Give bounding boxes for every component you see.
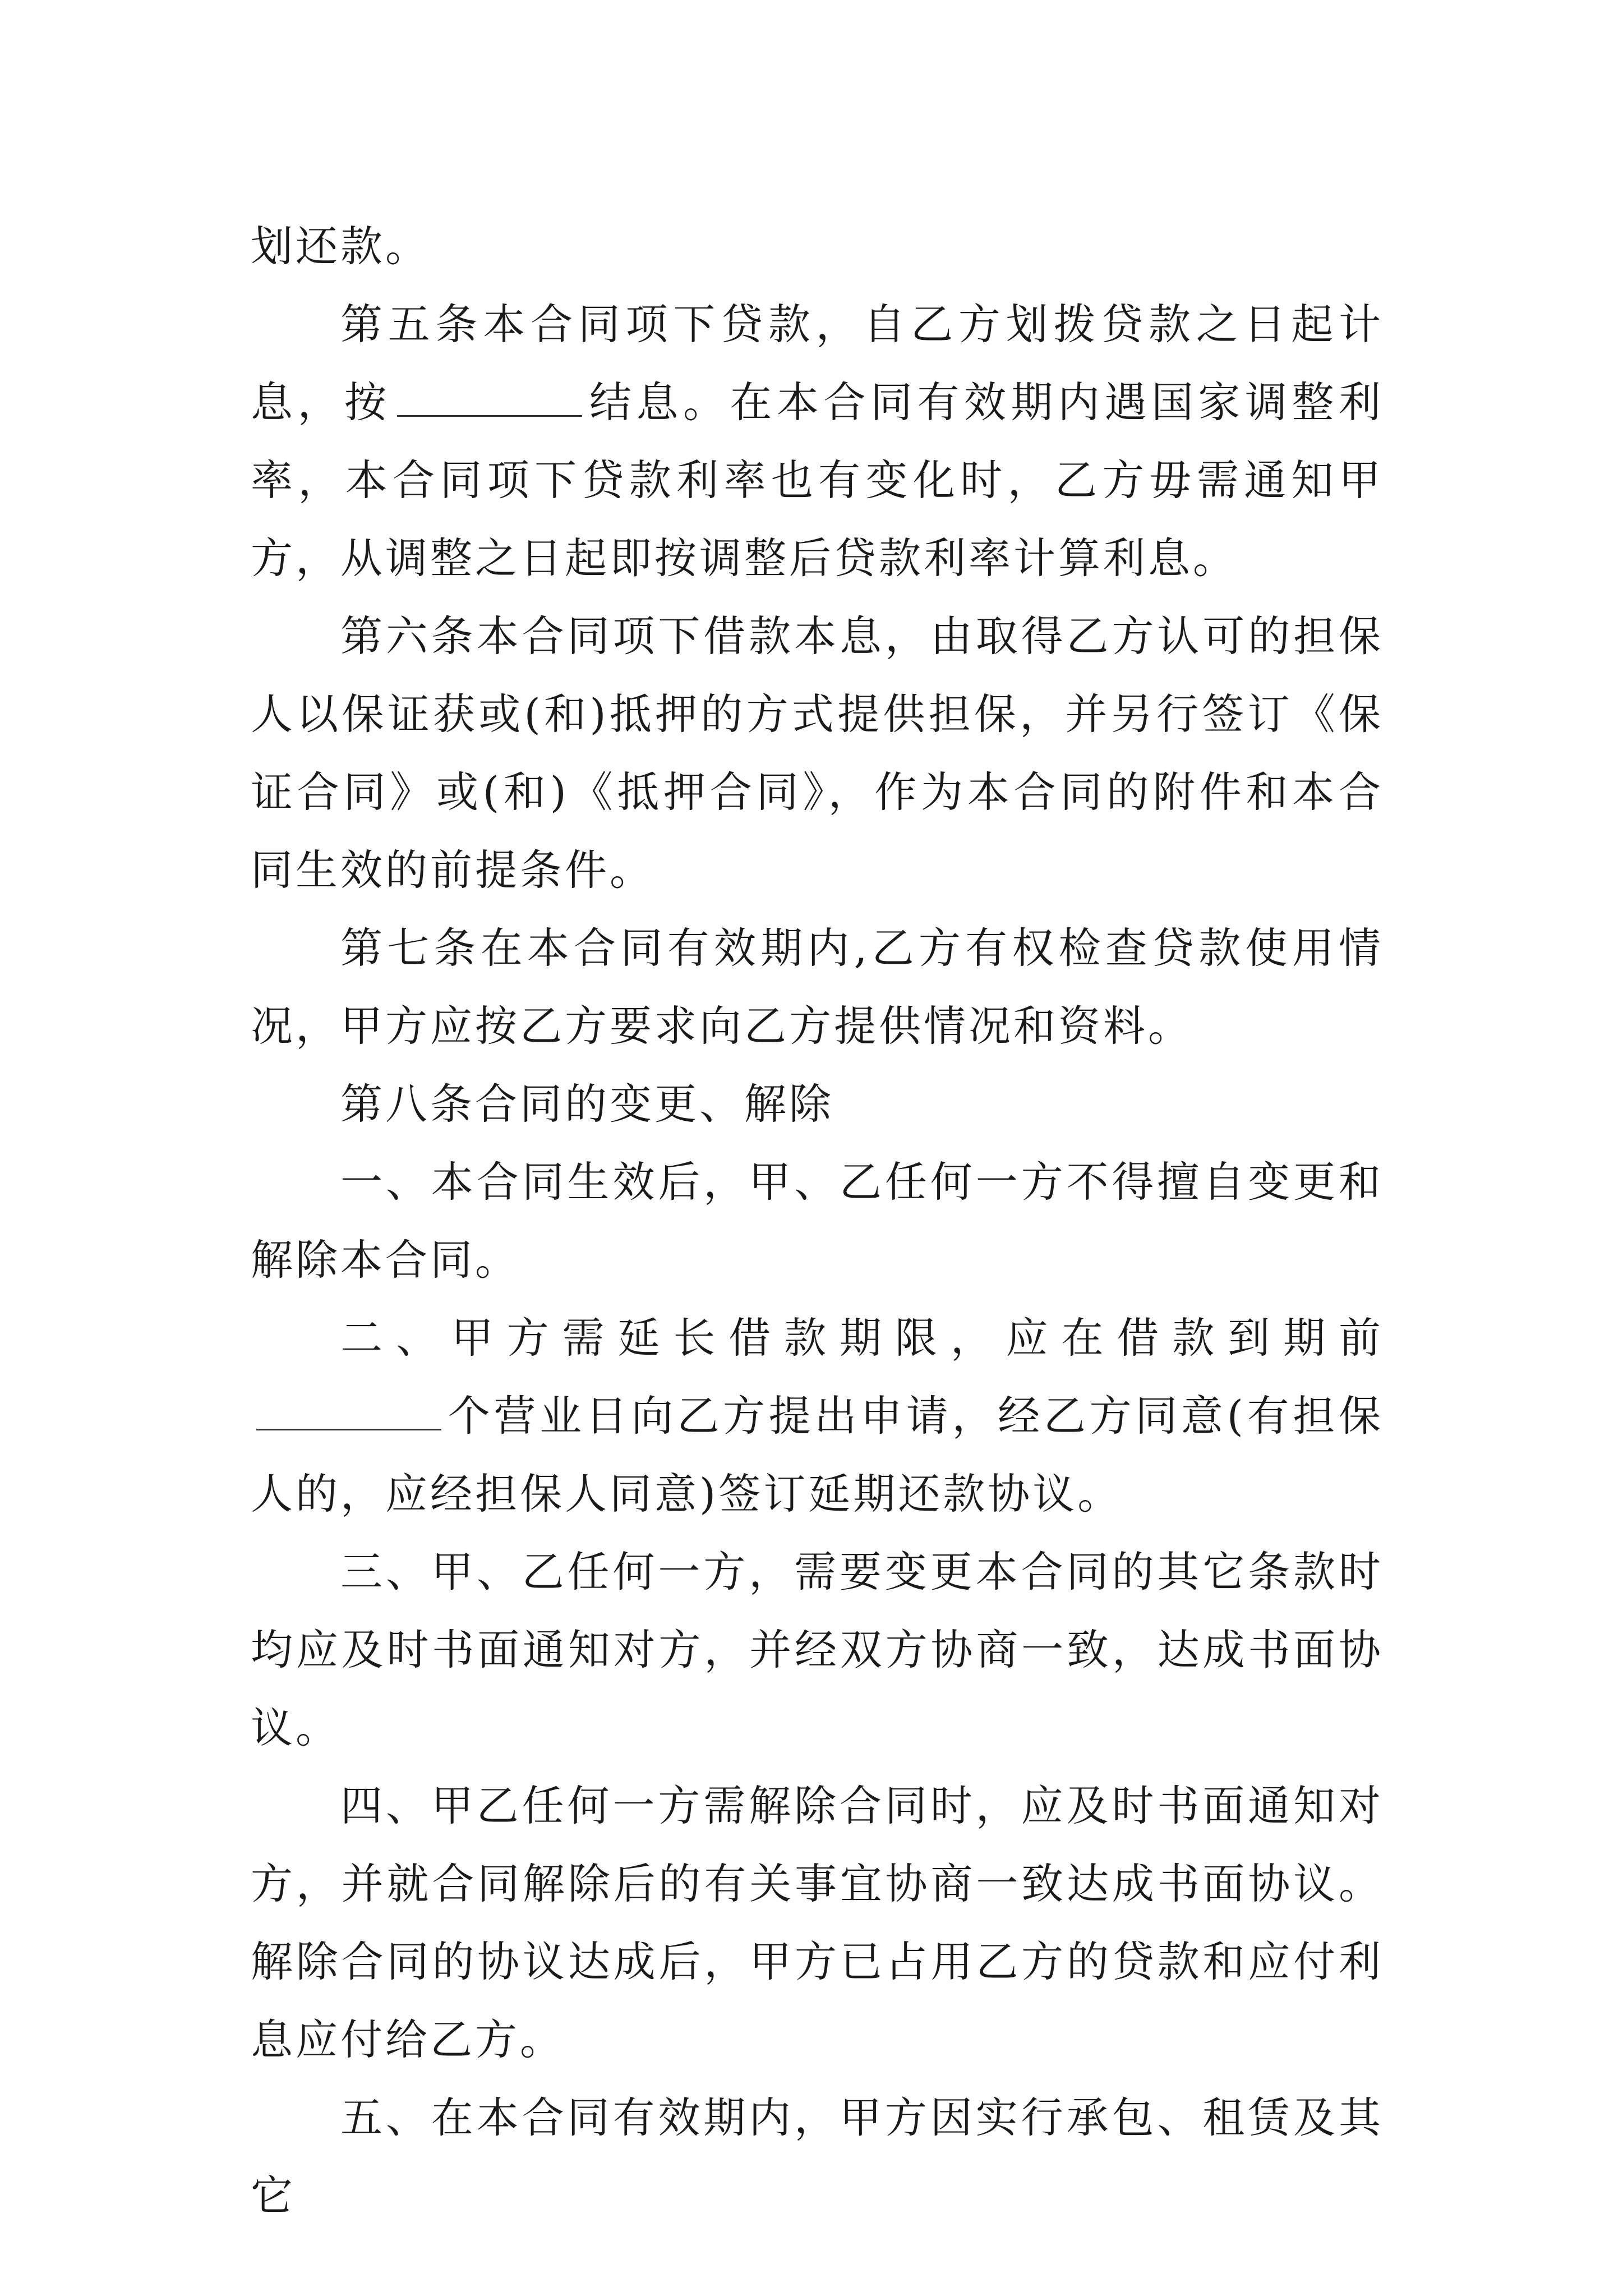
fill-in-blank <box>397 381 582 417</box>
paragraph-text: 一、本合同生效后，甲、乙任何一方不得擅自变更和解除本合同。 <box>251 1157 1384 1285</box>
paragraph-p2 <box>251 597 1384 909</box>
paragraph-p1 <box>251 286 1384 597</box>
paragraph-text: 第六条本合同项下借款本息，由取得乙方认可的担保人以保证获或(和)抵押的方式提供担保，并另行签订《保证合同》或(和)《抵押合同》，作为本合同的附件和本合同生效的前提条件。 <box>251 611 1384 895</box>
paragraph-p9 <box>251 2079 1384 2235</box>
paragraph-text: 四、甲乙任何一方需解除合同时，应及时书面通知对方，并就合同解除后的有关事宜协商一致达成书面协议。解除合同的协议达成后，甲方已占用乙方的贷款和应付利息应付给乙方。 <box>251 1781 1384 2064</box>
paragraph-p5 <box>251 1143 1384 1299</box>
paragraph-text: 划还款。 <box>251 222 431 271</box>
paragraph-p4 <box>251 1065 1384 1143</box>
paragraph-text: 第七条在本合同有效期内,乙方有权检查贷款使用情况，甲方应按乙方要求向乙方提供情况和资料。 <box>251 923 1384 1051</box>
paragraph-p7 <box>251 1533 1384 1767</box>
paragraph-p3 <box>251 909 1384 1065</box>
paragraph-text: 三、甲、乙任何一方，需要变更本合同的其它条款时均应及时书面通知对方，并经双方协商一致，达成书面协议。 <box>251 1547 1384 1752</box>
paragraph-p0 <box>251 208 1384 286</box>
paragraph-text: 结息。在本合同有效期内遇国家调整利率，本合同项下贷款利率也有变化时，乙方毋需通知甲方，从调整之日起即按调整后贷款利率计算利息。 <box>251 378 1384 583</box>
paragraph-text: 第八条合同的变更、解除 <box>340 1079 834 1129</box>
paragraph-text: 第五条本合同项下贷款，自乙方划拨贷款之日起计息，按 <box>251 300 1384 427</box>
paragraph-text: 五、在本合同有效期内，甲方因实行承包、租赁及其它 <box>251 2093 1384 2220</box>
fill-in-blank <box>256 1395 441 1430</box>
contract-body <box>251 208 1384 2235</box>
paragraph-p6 <box>251 1299 1384 1533</box>
paragraph-p8 <box>251 1767 1384 2079</box>
paragraph-text: 个营业日向乙方提出申请，经乙方同意(有担保人的，应经担保人同意)签订延期还款协议。 <box>251 1391 1384 1519</box>
paragraph-text: 二、甲方需延长借款期限，应在借款到期前 <box>340 1313 1384 1363</box>
